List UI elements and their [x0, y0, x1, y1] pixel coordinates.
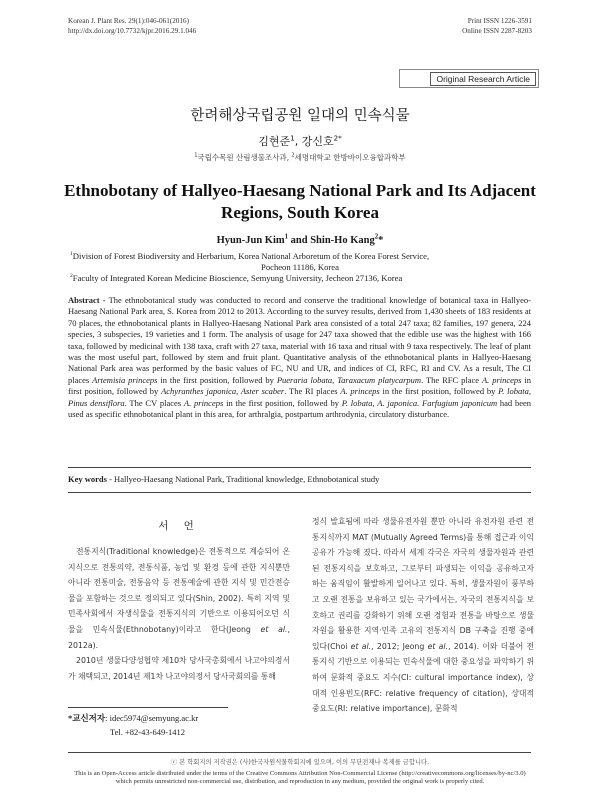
corresponding-footnote — [68, 711, 198, 739]
abstract — [68, 295, 531, 420]
paragraph — [312, 514, 534, 717]
paragraph: 2010년 생물다양성협약 제10차 당사국총회에서 나고야의정서가 채택되고, 2014년 제1차 나고야의정서 당사국회의를 통해 — [68, 656, 290, 681]
english-author-1: Hyun-Jun Kim — [216, 235, 285, 246]
paragraph-text: , 2014). 이와 더불어 전통지식 기반으로 이용되는 민속식물에 대한 중요성을 파악하기 위하여 문화적 중요도 지수(CI: cultural importance index), 상대적 인용빈도(RFC: relative frequency of citation), 상대적 중요도(RI: relative importance), 문화적 — [312, 641, 535, 714]
species-name: A. princeps — [183, 397, 224, 408]
et-al: et al. — [260, 624, 288, 634]
english-aff-1-sup: 1 — [70, 251, 73, 258]
species-name: Pueraria lobata, Taraxacum platycarpum — [276, 374, 422, 385]
keywords-label: Key words — [68, 474, 107, 484]
corresponding-tel: Tel. +82-43-649-1412 — [110, 727, 186, 737]
body-right-column — [312, 514, 534, 717]
body-left-column — [68, 544, 290, 684]
species-name: Achyranthes japonica, Aster scaber — [161, 386, 285, 397]
journal-citation: Korean J. Plant Res. 29(1):046-061(2016) — [68, 17, 189, 25]
abstract-label: Abstract — [68, 295, 100, 305]
divider — [68, 492, 531, 493]
abstract-text: in the first position, followed by — [157, 374, 277, 385]
issn-block — [462, 16, 532, 36]
section-heading: 서 언 — [158, 520, 200, 532]
korean-title: 한려해상국립공원 일대의 민속식물 — [190, 108, 410, 124]
english-aff-2-sup: 2 — [70, 273, 73, 280]
english-authors — [0, 235, 600, 246]
abstract-text: in the first position, followed by — [379, 386, 499, 397]
species-name: Artemisia princeps — [92, 374, 158, 385]
license-notice — [40, 770, 560, 787]
paragraph-text: 전통지식(Traditional knowledge)은 전통적으로 계승되어 온 지식으로 전통의약, 전통식품, 농업 및 환경 등에 관한 지식뿐만 아니라 전통미술, 전통음악 등 전통예술에 관한 지식 및 민간전승물을 포함하는 것으로 정의되고 있다(Shin, 2002). 특히 지역 및 민족사회에서 자생식물을 전통지식의 기반으로 이용되어오던 식물을 민속식물(Ethnobotany)이라고 한다(Jeong — [68, 547, 290, 634]
korean-author-1-sup: 1 — [290, 133, 295, 143]
paragraph-text: , 2012a). — [68, 624, 290, 650]
korean-authors — [0, 133, 600, 149]
paragraph-text: , 2012; Jeong — [371, 641, 428, 651]
korean-author-2-sup: 2* — [333, 133, 342, 143]
abstract-text: - The ethnobotanical study was conducted to record and conserve the traditional knowledge of botanical taxa in Hallyeo-Haesang National Park area, S. Korea from 2012 to 2013. According to the survey results, derived from 1,430 sheets of 183 residents at 70 places, the ethnobotanical plants in Hallyeo-Haesang National Park area consisted of a total 247 taxa; 82 families, 197 genera, 224 species, 3 subspecies, 19 varieties and 1 form. The analysis of usage for 247 taxa showed that the edible use was the highest with 166 taxa, followed by medicinal with 138 taxa, craft with 27 taxa, material with 16 taxa and ritual with 9 taxa respectively. The leaf of plant was the most useful part, followed by stem and fruit plant. Quantitative analysis of the ethnobotanical plants in Hallyeo-Haesang National Park area was performed by the basic values of FC, NU and UR, and indices of CI, RFC, RI and CV. As a result, The CI places — [68, 295, 531, 385]
korean-aff-1-sup: 1 — [194, 152, 198, 159]
keywords-text: - Hallyeo-Haesang National Park, Traditional knowledge, Ethnobotanical study — [106, 474, 380, 484]
korean-author-2: 강신호 — [301, 135, 334, 148]
species-name: P. lobata, A. japonica. Farfugium japonicum — [341, 397, 498, 408]
english-title-line-2: Regions, South Korea — [221, 203, 379, 222]
journal-header — [68, 16, 196, 36]
english-author-2: Shin-Ho Kang — [310, 235, 375, 246]
english-author-and: and — [288, 235, 311, 246]
print-issn: Print ISSN 1226-3591 — [467, 17, 532, 25]
korean-aff-2: 세명대학교 한방바이오융합과학부 — [294, 153, 406, 162]
paragraph-text: 정식 발효됨에 따라 생물유전자원 뿐만 아니라 유전자원 관련 전통지식까지 MAT (Mutually Agreed Terms)를 통해 접근과 이익공유가 가능해 졌다. 따라서 세계 각국은 자국의 생물자원과 관련된 전통지식을 보호하고, 그로부터 파생되는 이익을 공유하고자 하는 움직임이 활발하게 일어나고 있다. 특히, 생물자원이 풍부하고 오랜 전통을 보유하고 있는 국가에서는, 자국의 전통지식을 보호하고 권리를 강화하기 위해 오랜 경험과 전통을 바탕으로 생물자원을 활용한 지역·민족 고유의 전통지식 DB 구축을 진행 중에 있다(Choi — [312, 517, 534, 651]
paragraph — [68, 544, 290, 653]
english-affiliations — [70, 251, 530, 284]
divider — [68, 467, 531, 468]
keywords — [68, 474, 531, 484]
et-al: et al. — [427, 641, 449, 651]
english-title — [0, 180, 600, 224]
species-name: P. lobata, Pinus densiflora — [68, 386, 532, 408]
english-aff-2: Faculty of Integrated Korean Medicine Bioscience, Semyung University, Jecheon 27136, Korea — [72, 273, 403, 283]
footnote-divider — [68, 707, 228, 708]
korean-aff-1: 국립수목원 산림생물조사과, — [197, 153, 290, 162]
license-line-1: This is an Open-Access article distributed under the terms of the Creative Commons Attribution Non-Commercial License (http://creativecommons.org/licenses/by-nc/3.0) — [74, 770, 526, 777]
korean-author-separator: , — [294, 135, 302, 148]
abstract-text: . The CV places — [124, 397, 184, 408]
abstract-text: . The RI places — [284, 386, 341, 397]
article-type-badge: Original Research Article — [430, 72, 536, 86]
korean-aff-2-sup: 2 — [291, 152, 295, 159]
copyright-notice: ⓒ 본 학회지의 저작권은 (사)한국자원식물학회지에 있으며, 이의 무단전재나 복제를 금합니다. — [170, 759, 430, 766]
abstract-text: . The RFC place — [421, 374, 482, 385]
online-issn: Online ISSN 2287-8203 — [462, 27, 532, 35]
abstract-text: in the first position, followed by — [223, 397, 342, 408]
corresponding-label: *교신저자 — [68, 713, 106, 723]
license-line-2: which permits unrestricted non-commercial use, distribution, and reproduction in any medium, provided the original work is properly cited. — [115, 778, 485, 786]
divider — [68, 752, 531, 753]
english-aff-1-address: Pocheon 11186, Korea — [261, 262, 339, 272]
abstract-text: had been used as specific ethnobotanical plant in this area, for arthralgia, postpartum arthrodynia, circulatory disturbance. — [68, 397, 532, 420]
english-author-1-sup: 1 — [284, 233, 289, 241]
doi-link[interactable]: http://dx.doi.org/10.7732/kjpr.2016.29.1.046 — [68, 27, 197, 35]
korean-affiliations — [0, 152, 600, 163]
species-name: A. princeps — [340, 386, 380, 397]
english-aff-1: Division of Forest Biodiversity and Herbarium, Korea National Arboretum of the Korea Forest Service, — [72, 251, 430, 261]
abstract-text: in first position, followed by — [68, 374, 532, 397]
korean-author-1: 김현준 — [258, 135, 291, 148]
et-al: et al. — [350, 641, 372, 651]
species-name: A. princeps — [481, 374, 522, 385]
corresponding-email[interactable]: : idec5974@semyung.ac.kr — [105, 713, 199, 723]
english-author-2-sup: 2 — [374, 233, 379, 241]
english-title-line-1: Ethnobotany of Hallyeo-Haesang National Park and Its Adjacent — [64, 181, 536, 200]
corresponding-mark: * — [378, 235, 384, 246]
